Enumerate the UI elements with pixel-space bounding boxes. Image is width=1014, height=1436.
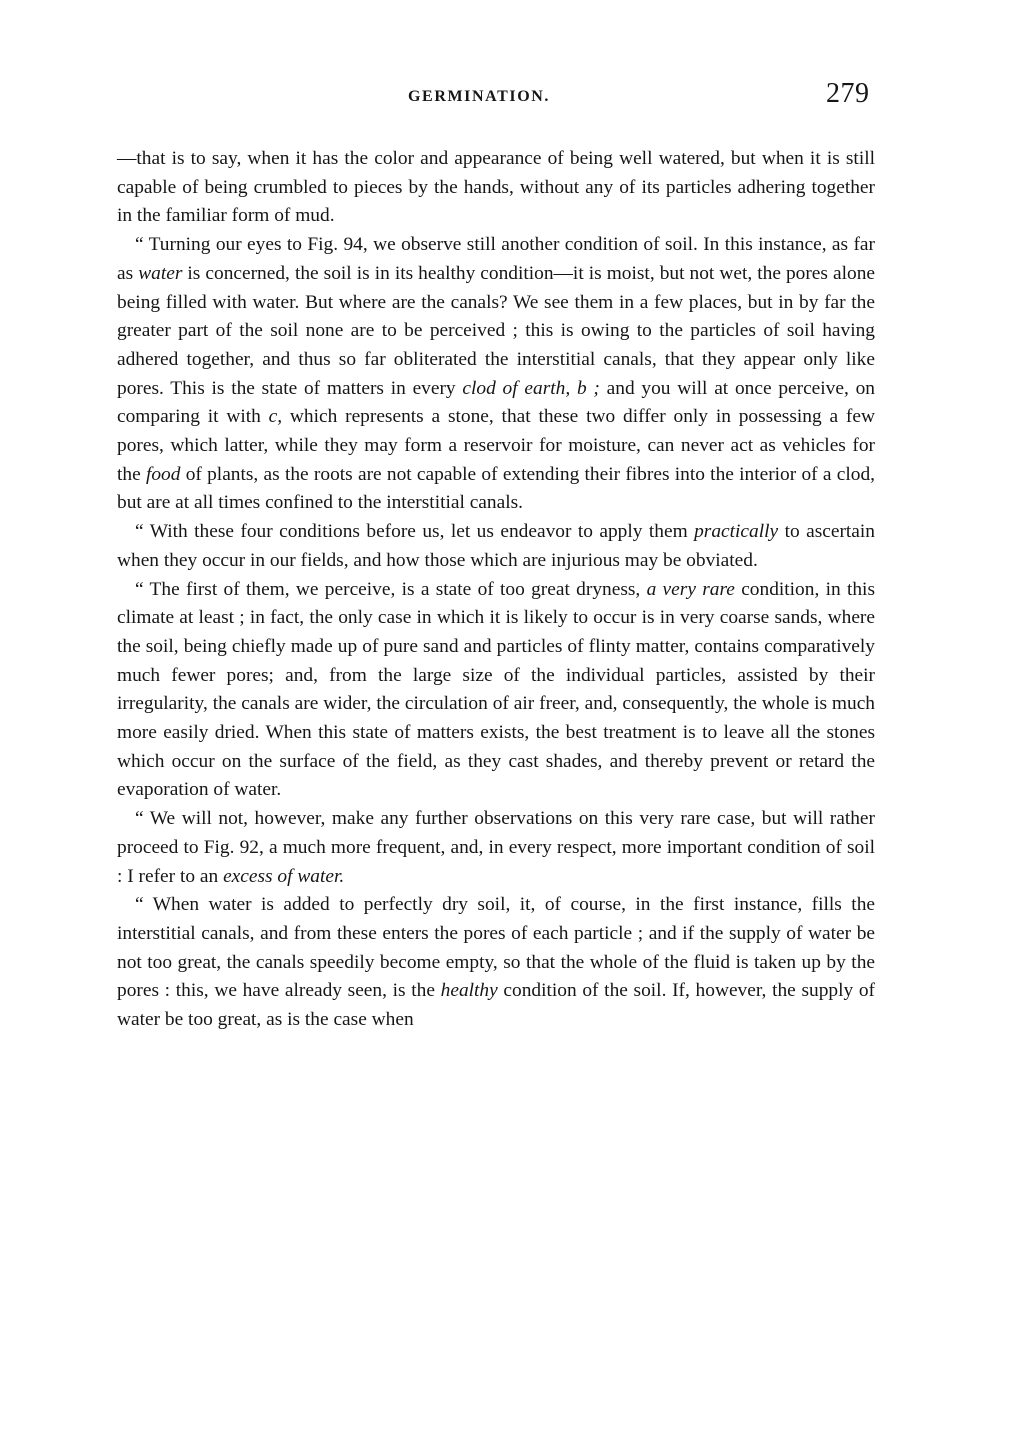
text-run: is concerned, the soil is in its healthy condition—it is moist, but not wet, the pores alone being filled with water. But where are the canals? We see them in a few places, but in by far the greater part of the soil none are to be perceived ; this is owing to the particles of soil having adhered together, and thus so far obliterated the interstitial canals, that they appear only like pores. This is the state of matters in every bbox=[117, 262, 875, 399]
text-run: “ We will not, however, make any further observations on this very rare case, but will rather proceed to Fig. 92, a much more frequent, and, in every respect, more important condition of soil : I refer to an bbox=[117, 808, 875, 887]
italic-text-run: practically bbox=[694, 521, 779, 543]
paragraph bbox=[117, 518, 875, 575]
running-head: GERMINATION. bbox=[408, 88, 551, 105]
italic-text-run: clod of earth, b ; bbox=[462, 377, 600, 399]
paragraph bbox=[117, 231, 875, 518]
page-number: 279 bbox=[826, 78, 870, 109]
paragraph bbox=[117, 891, 875, 1035]
italic-text-run: healthy bbox=[440, 980, 498, 1002]
paragraph bbox=[117, 145, 875, 231]
paragraph bbox=[117, 805, 875, 891]
italic-text-run: a very rare bbox=[646, 578, 735, 600]
text-run: which represents a stone, that these two differ only in possessing a few pores, which latter, while they may form a reservoir for moisture, can never act as vehicles for the bbox=[117, 406, 875, 485]
italic-text-run: c, bbox=[268, 406, 283, 428]
text-run: —that is to say, when it has the color and appearance of being well watered, but when it is still capable of being crumbled to pieces by the hands, without any of its particles adhering together in the familiar form of mud. bbox=[117, 148, 875, 227]
italic-text-run: food bbox=[145, 463, 181, 485]
text-run: of plants, as the roots are not capable of extending their fibres into the interior of a clod, but are at all times confined to the interstitial canals. bbox=[117, 463, 875, 514]
text-run: condition of the soil. If, however, the supply of water be too great, as is the case when bbox=[117, 980, 876, 1031]
text-run: “ Turning our eyes to Fig. 94, we observe still another condition of soil. In this instance, as far as bbox=[117, 234, 875, 284]
text-run: and you will at once perceive, on comparing it with bbox=[117, 377, 875, 428]
text-run: “ The first of them, we perceive, is a state of too great dryness, bbox=[135, 578, 647, 600]
text-run: “ With these four conditions before us, let us endeavor to apply them bbox=[135, 521, 695, 543]
text-run: to ascertain when they occur in our fields, and how those which are injurious may be obviated. bbox=[117, 521, 875, 571]
text-run: condition, in this climate at least ; in fact, the only case in which it is likely to occur is in very coarse sands, where the soil, being chiefly made up of pure sand and particles of flinty matter, contains comparatively much fewer pores; and, from the large size of the individual particles, assisted by their irregularity, the canals are wider, the circulation of air freer, and, consequently, the whole is much more easily dried. When this state of matters exists, the best treatment is to leave all the stones which occur on the surface of the field, as they cast shades, and thereby prevent or retard the evaporation of water. bbox=[117, 578, 875, 801]
paragraph bbox=[117, 576, 875, 806]
body-text bbox=[117, 145, 875, 1035]
text-run: “ When water is added to perfectly dry soil, it, of course, in the first instance, fills the interstitial canals, and from these enters the pores of each particle ; and if the supply of water be not too great, the canals speedily become empty, so that the whole of the fluid is taken up by the pores : this, we have already seen, is the bbox=[117, 894, 875, 1002]
italic-text-run: water bbox=[138, 262, 183, 284]
italic-text-run: excess of water. bbox=[223, 865, 345, 887]
